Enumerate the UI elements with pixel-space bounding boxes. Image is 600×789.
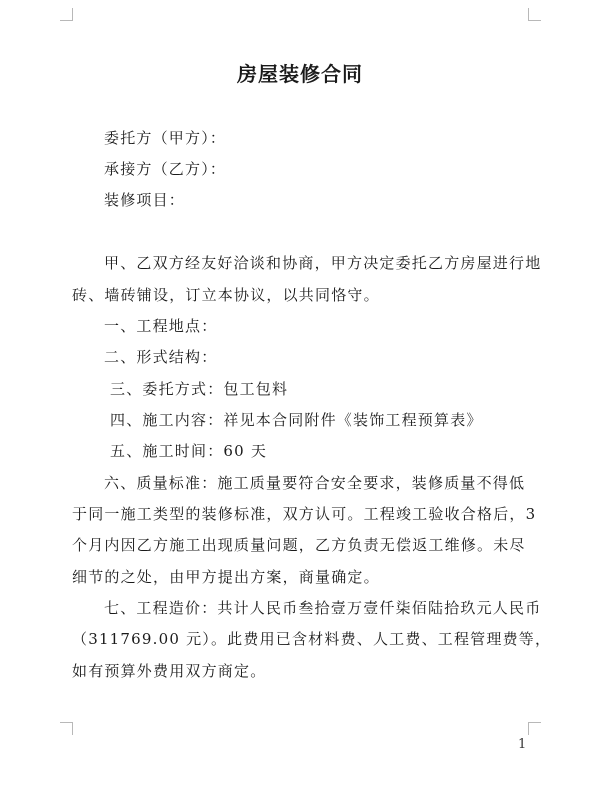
client-label: 委托方（甲方）： [104, 129, 227, 147]
contractor-label: 承接方（乙方）： [104, 160, 227, 178]
clause-quality-line-2: 于同一施工类型的装修标准，双方认可。工程竣工验收合格后，3 [72, 505, 537, 523]
project-label: 装修项目： [104, 191, 186, 209]
clause-duration: 五、施工时间：60 天 [110, 442, 268, 460]
crop-mark-top-left [60, 8, 73, 21]
crop-mark-top-right [528, 8, 541, 21]
clause-method: 三、委托方式：包工包料 [110, 380, 289, 398]
intro-line-2: 砖、墙砖铺设，订立本协议，以共同恪守。 [72, 286, 380, 304]
clause-quality-line-1: 六、质量标准：施工质量要符合安全要求，装修质量不得低 [104, 474, 526, 492]
clause-quality-line-4: 细节的之处，由甲方提出方案，商量确定。 [72, 568, 380, 586]
clause-cost-line-3: 如有预算外费用双方商定。 [72, 662, 267, 680]
clause-cost-line-1: 七、工程造价：共计人民币叁拾壹万壹仟柒佰陆拾玖元人民币 [104, 599, 542, 617]
page-number: 1 [518, 737, 527, 752]
crop-mark-bottom-left [60, 722, 73, 735]
clause-location: 一、工程地点： [104, 317, 218, 335]
clause-cost-line-2: （311769.00 元）。此费用已含材料费、人工费、工程管理费等， [72, 630, 552, 648]
crop-mark-bottom-right [528, 722, 541, 735]
document-title: 房屋装修合同 [237, 62, 363, 86]
intro-line-1: 甲、乙双方经友好洽谈和协商，甲方决定委托乙方房屋进行地 [104, 254, 542, 272]
clause-structure: 二、形式结构： [104, 348, 218, 366]
clause-quality-line-3: 个月内因乙方施工出现质量问题，乙方负责无偿返工维修。未尽 [72, 536, 526, 554]
clause-content: 四、施工内容：祥见本合同附件《装饰工程预算表》 [110, 411, 483, 429]
